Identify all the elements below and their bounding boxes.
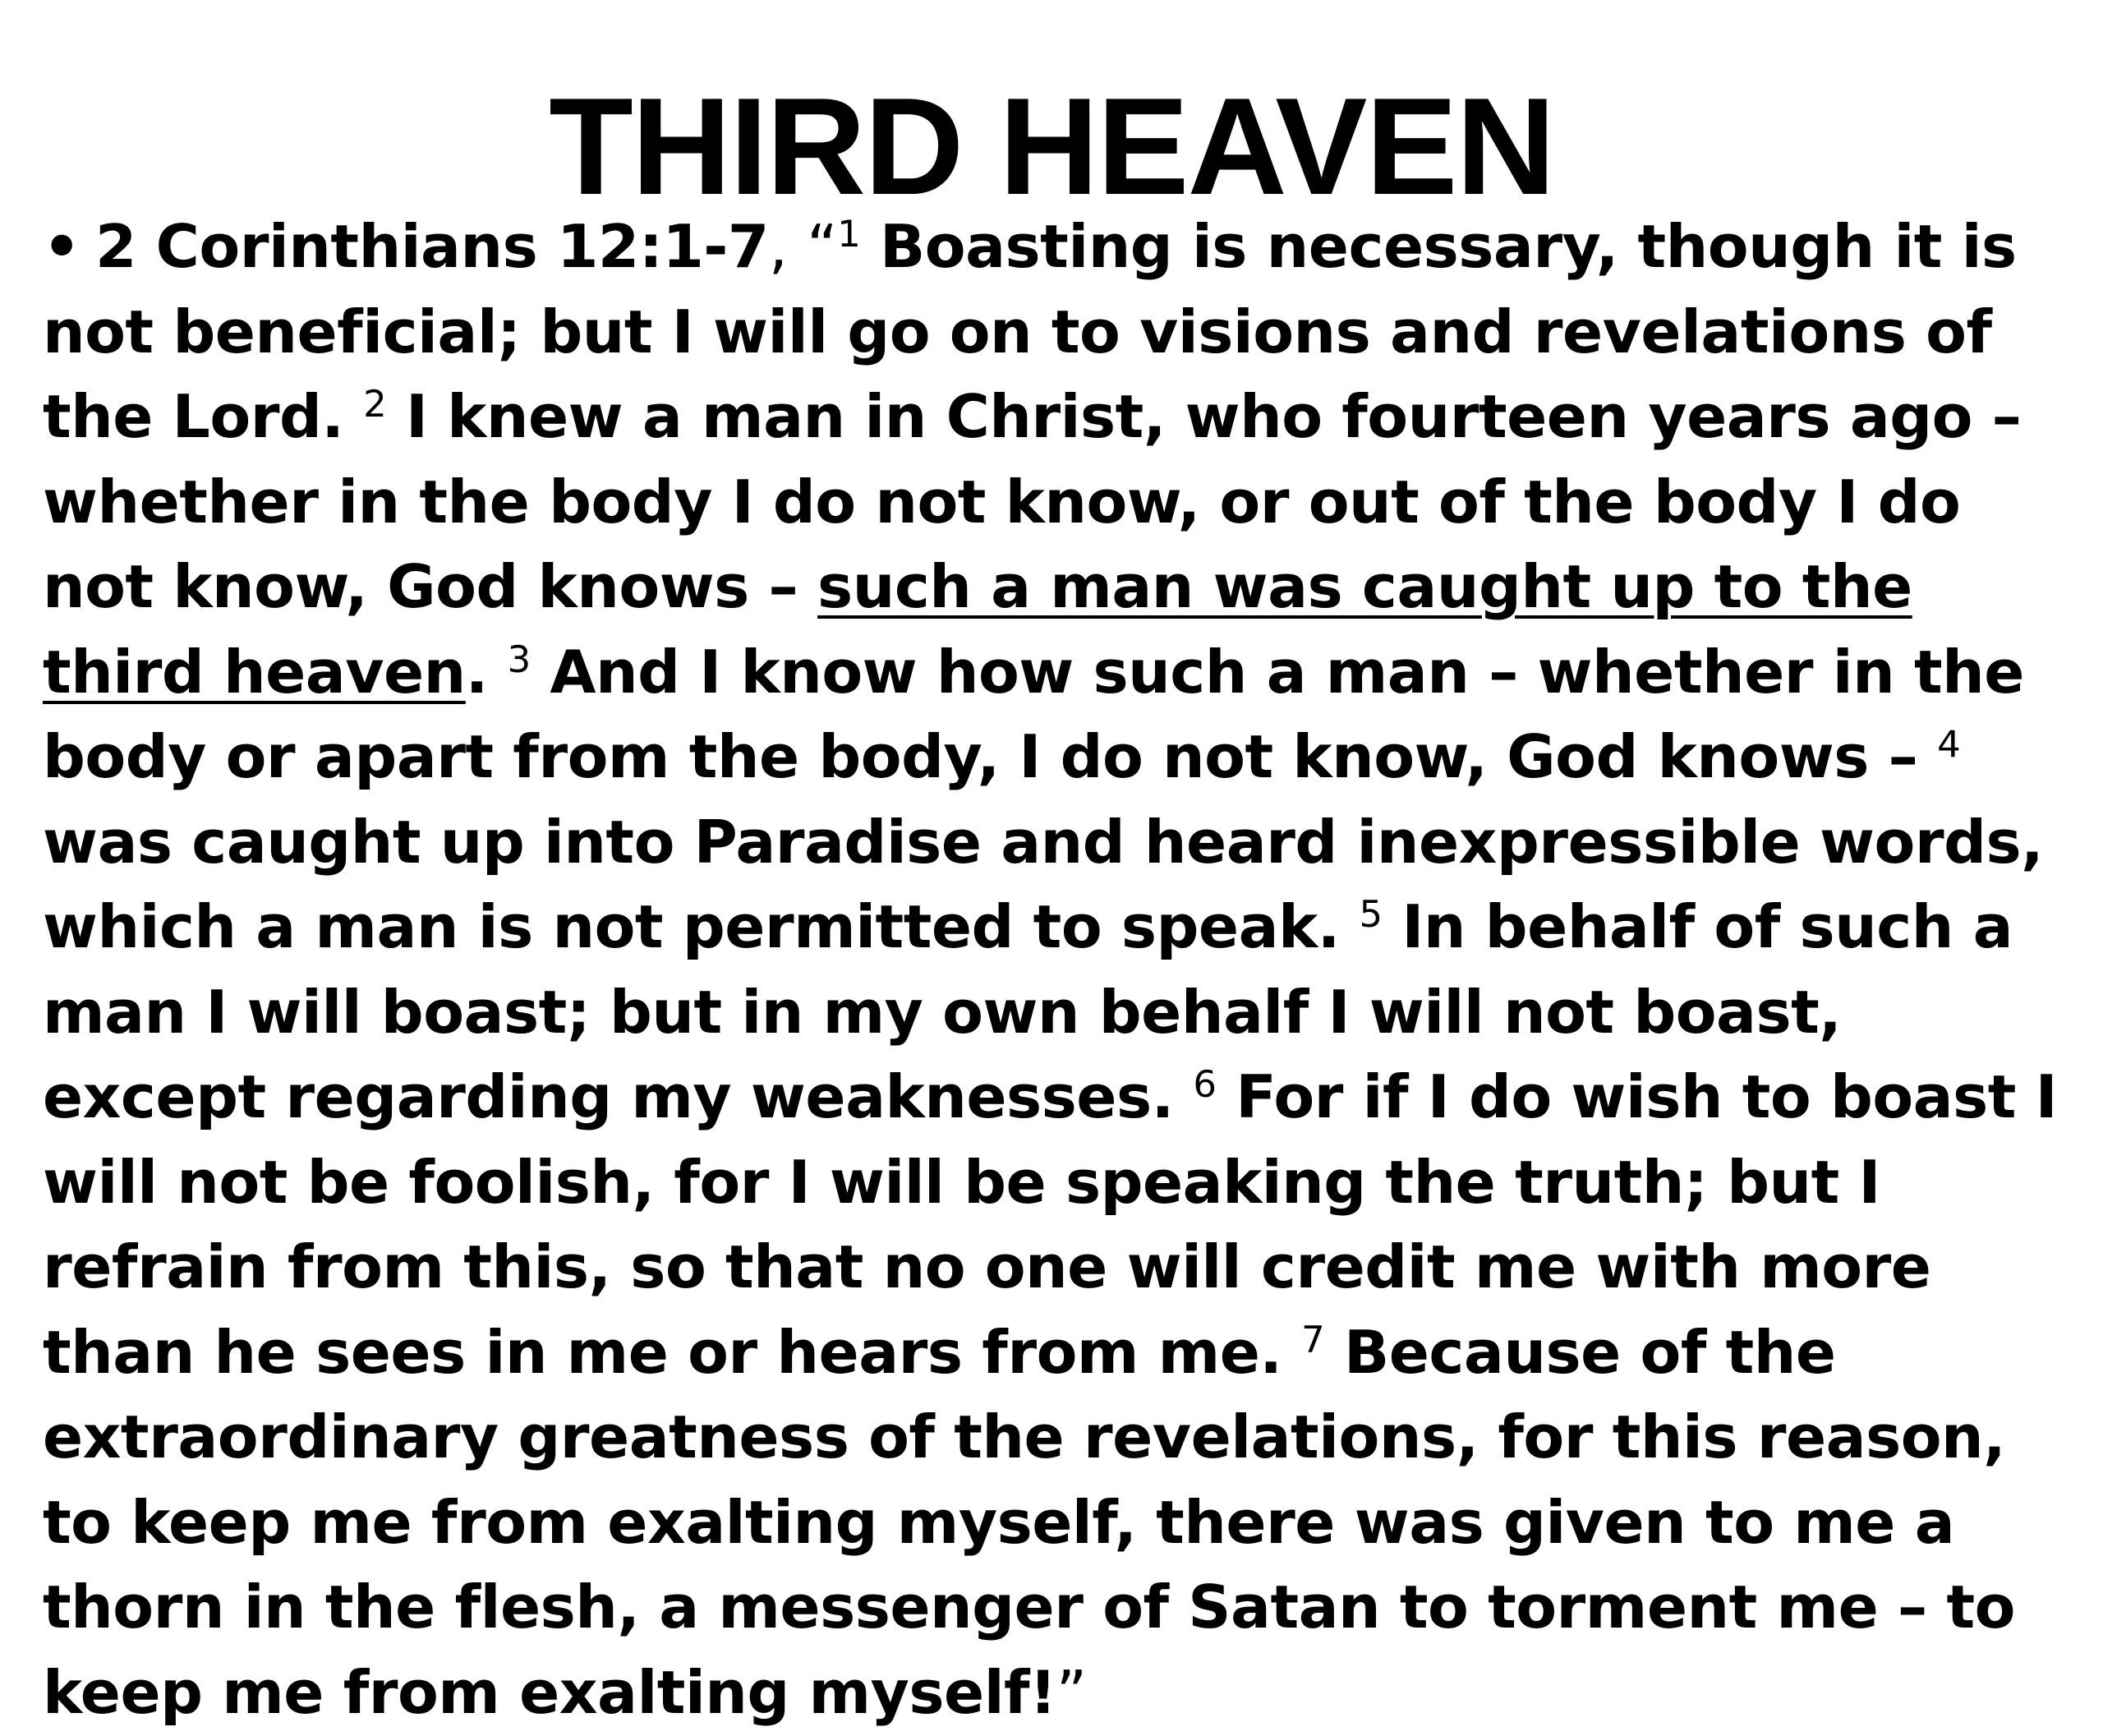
slide-title: THIRD HEAVEN: [549, 69, 1554, 223]
verse-number: 6: [1193, 1062, 1217, 1107]
verse-number: 1: [837, 212, 861, 256]
scripture-bullet: [43, 205, 2080, 1736]
verse-text: Because of the extraordinary greatness of the revelations, for this reason, to keep me from exalting myself, there was given to me a thorn in the flesh, a messenger of Satan to torment me – to keep me from exalting myself!: [43, 1318, 2015, 1728]
verse-number: 2: [363, 382, 387, 426]
verse-number: 3: [507, 637, 531, 681]
verse-text-after: .: [465, 638, 508, 707]
verse-text: Boasting is necessary, though it is not beneficial; but I will go on to visions and revelations of the Lord.: [43, 213, 2017, 452]
underlined-phrase: such a man was caught up to the third heaven: [43, 553, 1912, 707]
verse-text: was caught up into Paradise and heard inexpressible words, which a man is not permitted to speak.: [43, 808, 2044, 962]
close-quote: ”: [1056, 1658, 1087, 1728]
verse-text: For if I do wish to boast I will not be foolish, for I will be speaking the truth; but I refrain from this, so that no one will credit me with more than he sees in me or hears from me.: [43, 1063, 2058, 1388]
reference-comma: ,: [768, 213, 788, 282]
verse-text: I knew a man in Christ, who fourteen years ago – whether in the body I do not know, or out of the body I do not know, God knows –: [43, 383, 2022, 622]
verse-text: And I know how such a man – whether in the body or apart from the body, I do not know, God knows –: [43, 638, 2024, 792]
verse-number: 5: [1359, 892, 1383, 937]
verse-number: 4: [1937, 722, 1961, 767]
open-quote: “: [807, 213, 838, 282]
scripture-reference: 2 Corinthians 12:1-7: [95, 213, 769, 282]
verse-text: In behalf of such a man I will boast; but in my own behalf I will not boast, except regarding my weaknesses.: [43, 893, 2013, 1132]
bullet-icon: •: [43, 213, 81, 282]
verse-number: 7: [1301, 1317, 1325, 1361]
